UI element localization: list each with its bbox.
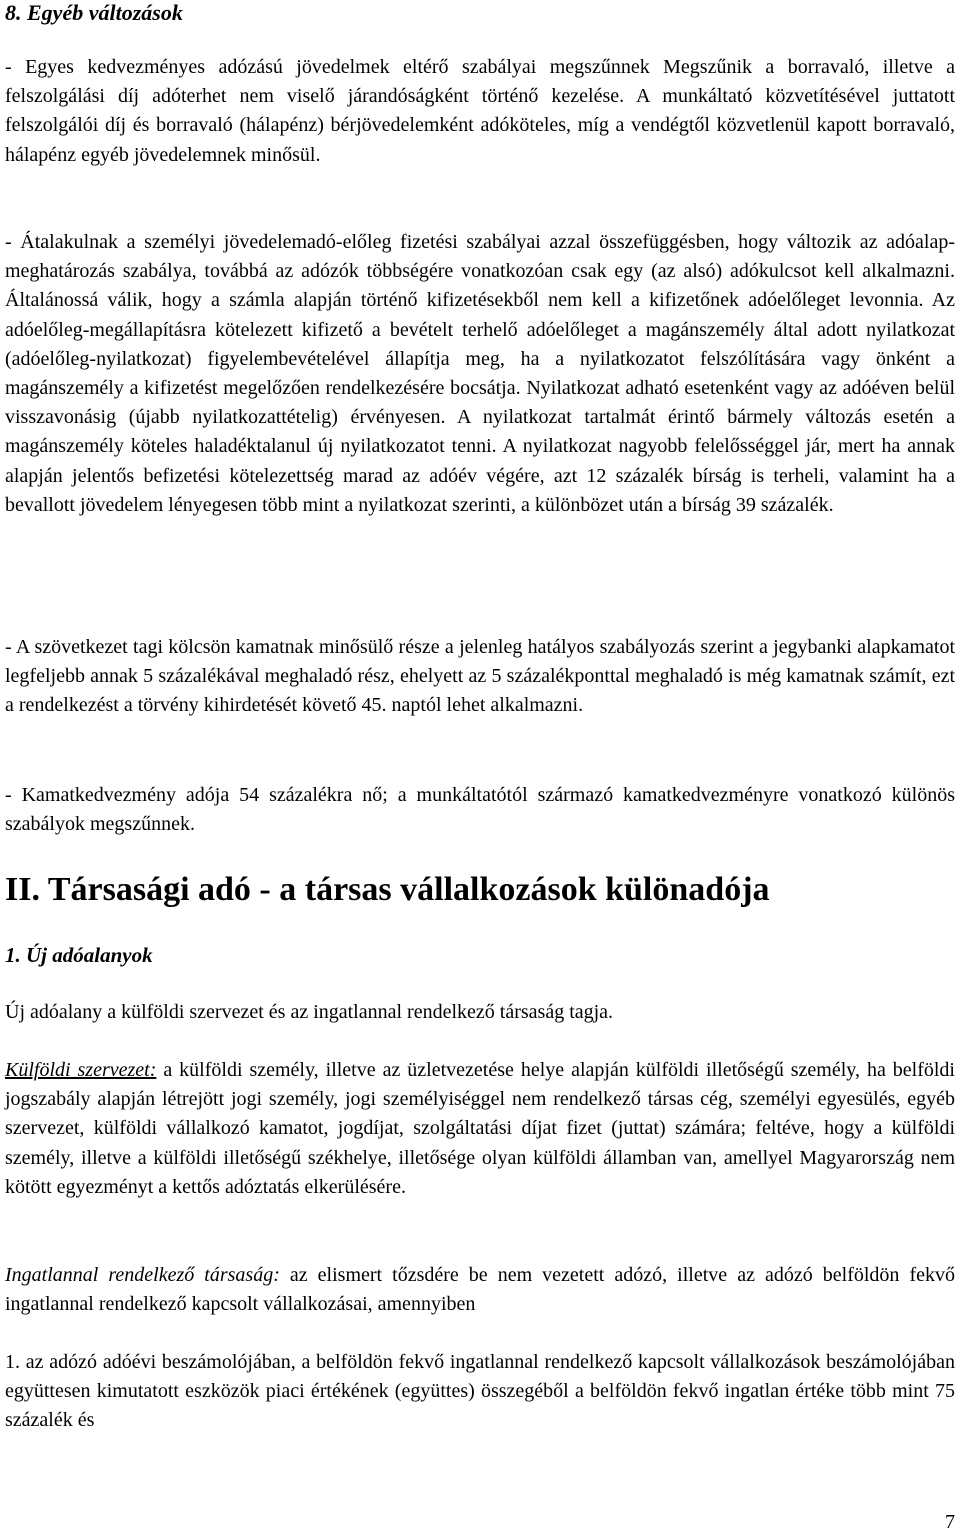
definition-text-real-estate-company: az elismert tőzsdére be nem vezetett adózó, illetve az adózó belföldön fekvő ingatlannal rendelkező kapcsolt vállalkozásai, amennyiben bbox=[5, 1264, 955, 1316]
list-item-condition-1: 1. az adózó adóévi beszámolójában, a belföldön fekvő ingatlannal rendelkező kapcsolt vállalkozások beszámolójában együttesen kimutatott eszközök piaci értékének (együttes) összegéből a belföldön fekvő ingatlan értéke több mint 75 százalék és bbox=[5, 1351, 955, 1432]
paragraph-interest-benefit-tax: - Kamatkedvezmény adója 54 százalékra nő; a munkáltatótól származó kamatkedvezményre vonatkozó különös szabályok megszűnnek. bbox=[5, 784, 955, 836]
paragraph-new-taxpayers-intro bbox=[5, 998, 955, 1027]
paragraph-foreign-organization-definition bbox=[5, 1056, 955, 1202]
intro-text: Új adóalany a külföldi szervezet és az ingatlannal rendelkező társaság tagja. bbox=[5, 1001, 614, 1023]
subsection-heading: 1. Új adóalanyok bbox=[5, 943, 153, 967]
section-heading: 8. Egyéb változások bbox=[5, 0, 183, 25]
page-number: 7 bbox=[945, 1511, 955, 1533]
paragraph-tax-advance-rules: - Átalakulnak a személyi jövedelemadó-előleg fizetési szabályai azzal összefüggésben, hogy változik az adóalap-meghatározás szabálya, továbbá az adózók többségére vonatkozóan csak egy (az alsó) adókulcsot kell alkalmazni. Általánossá válik, hogy a számla alapján történő kifizetésekből nem kell a kifizetőnek adóelőleget levonnia. Az adóelőleg-megállapításra kötelezett kifizető a bevételt terhelő adóelőleget a magánszemély által adott nyilatkozat (adóelőleg-nyilatkozat) figyelembevételével állapítja meg, ha a nyilatkozatot felszólítására vagy önként a magánszemély a kifizetést megelőzően rendelkezésére bocsátja. Nyilatkozat adható esetenként vagy az adóéven belül visszavonásig (újabb nyilatkozattételig) érvényesen. A nyilatkozat tartalmát érintő bármely változás esetén a magánszemély köteles haladéktalanul új nyilatkozatot tenni. A nyilatkozat nagyobb felelősséggel jár, mert ha annak alapján jelentős befizetési kötelezettség marad az adóév végére, azt 12 százalék bírság is terheli, valamint ha a bevallott jövedelem lényegesen több mint a nyilatkozat szerinti, a különbözet után a bírság 39 százalék. bbox=[5, 231, 955, 516]
paragraph-real-estate-company-definition bbox=[5, 1261, 955, 1319]
defined-term-real-estate-company: Ingatlannal rendelkező társaság: bbox=[5, 1264, 280, 1286]
chapter-heading: II. Társasági adó - a társas vállalkozások különadója bbox=[5, 871, 770, 908]
paragraph-tips-and-service-fees: - Egyes kedvezményes adózású jövedelmek eltérő szabályai megszűnnek Megszűnik a borravaló, illetve a felszolgálási díj adóterhet nem viselő járandóságként történő kezelése. A munkáltató közvetítésével juttatott felszolgálói díj és borravaló (hálapénz) bérjövedelemként adóköteles, míg a vendégtől közvetlenül kapott borravaló, hálapénz egyéb jövedelemnek minősül. bbox=[5, 56, 955, 166]
defined-term-foreign-organization: Külföldi szervezet: bbox=[5, 1059, 157, 1081]
paragraph-cooperative-loan-interest: - A szövetkezet tagi kölcsön kamatnak minősülő része a jelenleg hatályos szabályozás szerint a jegybanki alapkamatot legfeljebb annak 5 százalékával meghaladó rész, ehelyett az 5 százalékponttal meghaladó is még kamatnak számít, ezt a rendelkezést a törvény kihirdetését követő 45. naptól lehet alkalmazni. bbox=[5, 636, 955, 717]
definition-text-foreign-organization: a külföldi személy, illetve az üzletvezetése helye alapján külföldi illetőségű személy, ha belföldi jogszabály alapján létrejött jogi személy, jogi személyiséggel nem rendelkező társas cég, személyi egyesülés, egyéb szervezet, külföldi vállalkozó kamatot, jogdíjat, szolgáltatási díjat fizet (juttat) számára; feltéve, hogy a külföldi személy, illetve a külföldi illetőségű székhelye, illetősége olyan külföldi államban van, amellyel Magyarország nem kötött egyezményt a kettős adóztatás elkerülésére. bbox=[5, 1059, 955, 1198]
